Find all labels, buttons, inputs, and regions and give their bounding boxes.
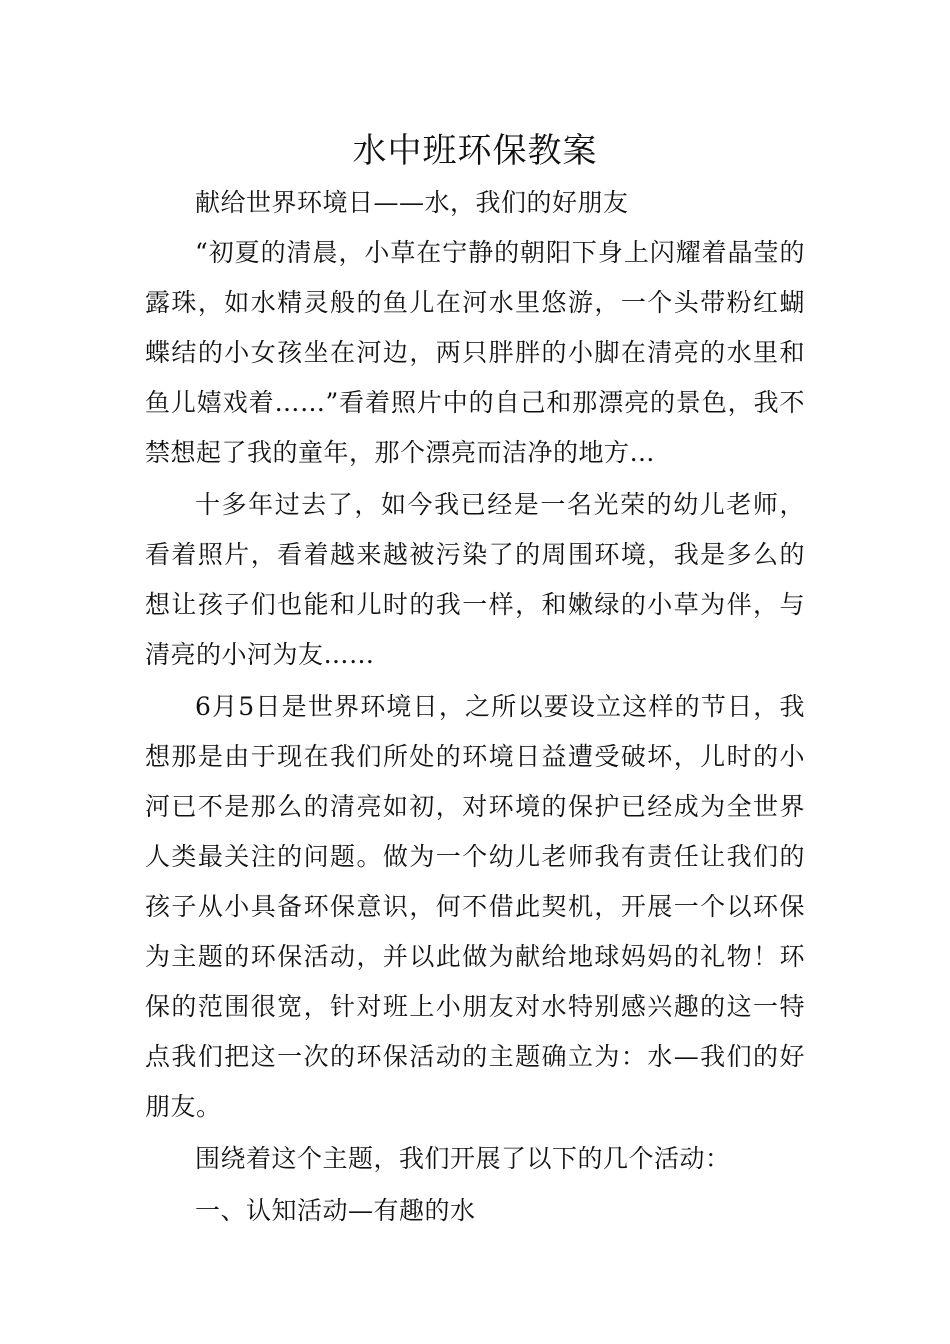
document-page — [145, 128, 805, 1238]
subtitle-paragraph: 献给世界环境日——水，我们的好朋友 — [195, 188, 629, 217]
document-title: 水中班环保教案 — [352, 131, 598, 171]
paragraph-activity-one: 一、认知活动—有趣的水 — [195, 1196, 476, 1225]
paragraph-memory: “初夏的清晨，小草在宁静的朝阳下身上闪耀着晶莹的露珠，如水精灵般的鱼儿在河水里悠游，一个头带粉红蝴蝶结的小女孩坐在河边，两只胖胖的小脚在清亮的水里和鱼儿嬉戏着……”看着照片中的自己和那漂亮的景色，我不禁想起了我的童年，那个漂亮而洁净的地方… — [145, 238, 805, 467]
paragraph-environment-day: 6月5日是世界环境日，之所以要设立这样的节日，我想那是由于现在我们所处的环境日益遭受破坏，儿时的小河已不是那么的清亮如初，对环境的保护已经成为全世界人类最关注的问题。做为一个幼儿老师我有责任让我们的孩子从小具备环保意识，何不借此契机，开展一个以环保为主题的环保活动，并以此做为献给地球妈妈的礼物！环保的范围很宽，针对班上小朋友对水特别感兴趣的这一特点我们把这一次的环保活动的主题确立为：水—我们的好朋友。 — [145, 692, 805, 1121]
paragraph-activities-intro: 围绕着这个主题，我们开展了以下的几个活动： — [195, 1144, 731, 1173]
paragraph-teacher: 十多年过去了，如今我已经是一名光荣的幼儿老师，看着照片，看着越来越被污染了的周围环境，我是多么的想让孩子们也能和儿时的我一样，和嫩绿的小草为伴，与清亮的小河为友…… — [145, 490, 805, 669]
